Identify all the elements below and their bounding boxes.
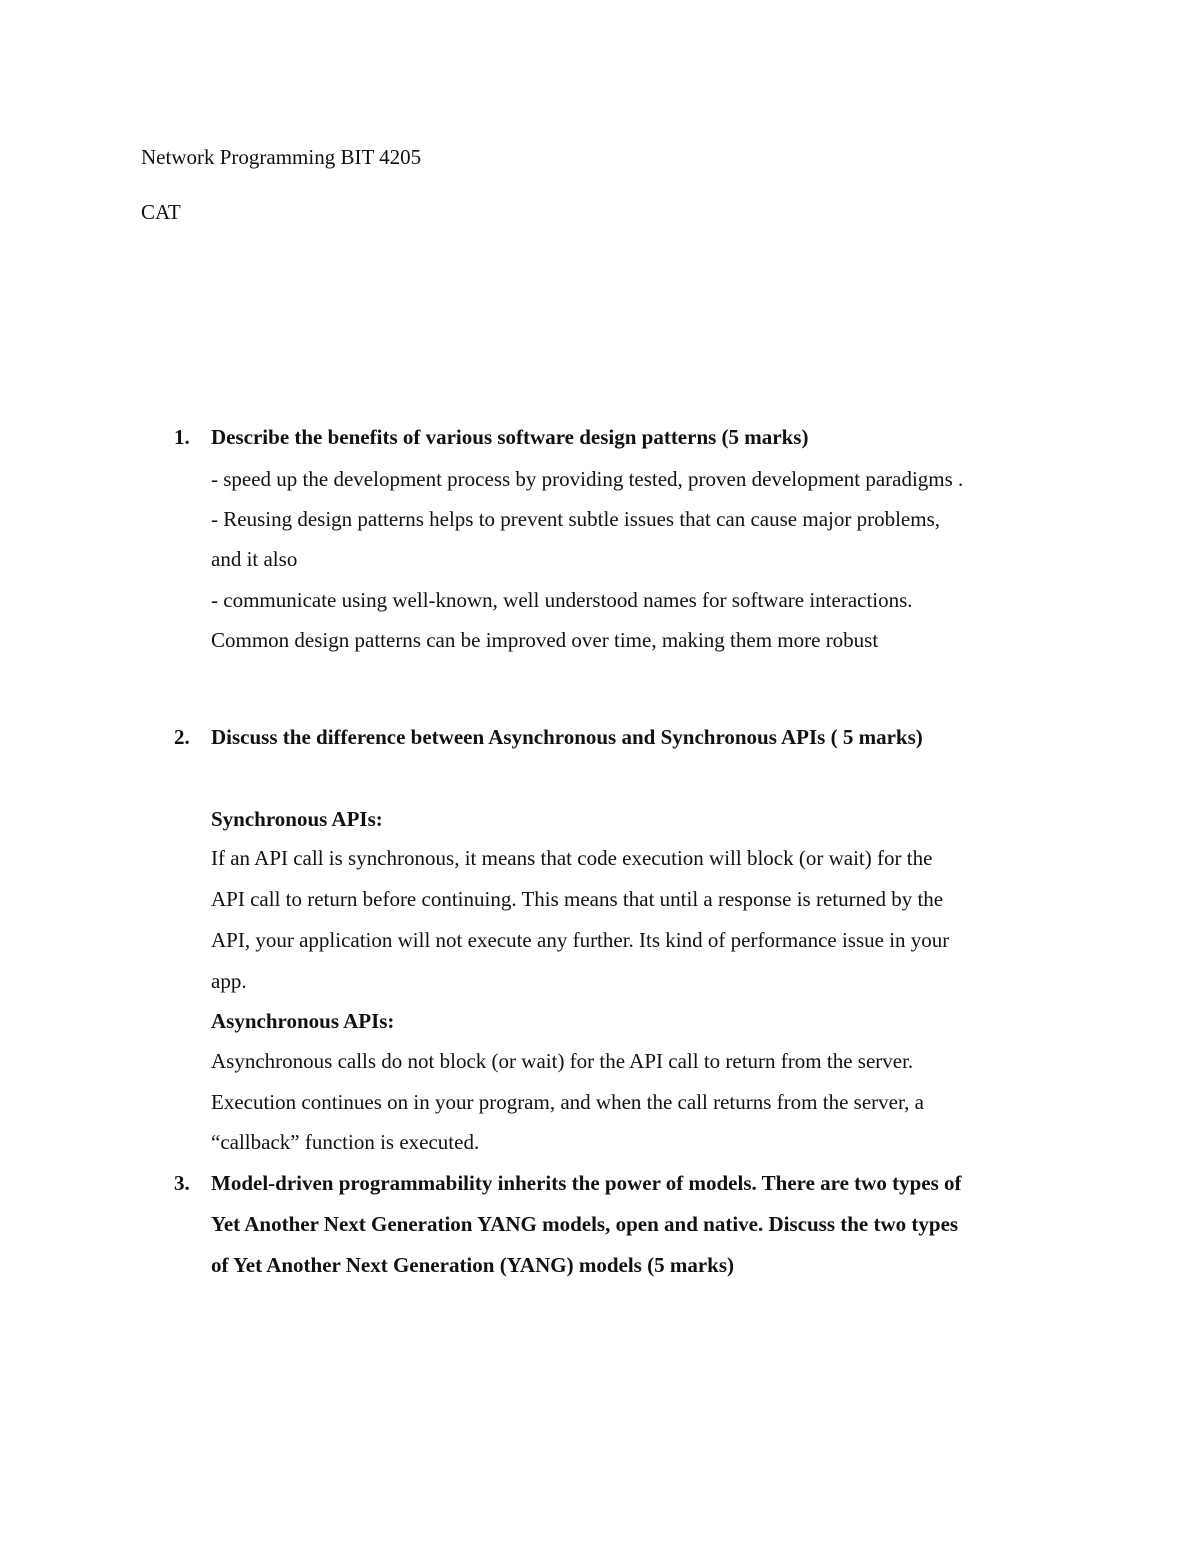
q2-async-heading: Asynchronous APIs: <box>211 1009 395 1033</box>
q1-answer-line: - communicate using well-known, well understood names for software interactions. <box>211 588 913 612</box>
q3-question-line: Yet Another Next Generation YANG models, open and native. Discuss the two types <box>211 1212 959 1236</box>
q2-sync-line: app. <box>211 969 247 993</box>
q3-question-line: Model-driven programmability inherits the power of models. There are two types of <box>211 1171 962 1195</box>
q1-question: Describe the benefits of various software design patterns (5 marks) <box>211 425 809 449</box>
q2-sync-line: API call to return before continuing. This means that until a response is returned by the <box>211 887 944 911</box>
q2-sync-line: API, your application will not execute any further. Its kind of performance issue in your <box>211 928 950 952</box>
q2-sync-line: If an API call is synchronous, it means that code execution will block (or wait) for the <box>211 846 933 870</box>
document-title: Network Programming BIT 4205 <box>141 145 422 169</box>
q2-number: 2. <box>174 725 190 749</box>
q2-question: Discuss the difference between Asynchronous and Synchronous APIs ( 5 marks) <box>211 725 923 749</box>
document-subtitle: CAT <box>141 200 181 224</box>
q2-async-line: Asynchronous calls do not block (or wait) for the API call to return from the server. <box>211 1049 914 1073</box>
q1-answer-line: Common design patterns can be improved over time, making them more robust <box>211 628 879 652</box>
q1-answer-line: - speed up the development process by providing tested, proven development paradigms . <box>211 467 964 491</box>
q1-answer-line: and it also <box>211 547 298 571</box>
q2-sync-heading: Synchronous APIs: <box>211 807 383 831</box>
q2-async-line: “callback” function is executed. <box>211 1130 480 1154</box>
q3-number: 3. <box>174 1171 190 1195</box>
q1-number: 1. <box>174 425 190 449</box>
q1-answer-line: - Reusing design patterns helps to prevent subtle issues that can cause major problems, <box>211 507 941 531</box>
q2-async-line: Execution continues on in your program, and when the call returns from the server, a <box>211 1090 924 1114</box>
q3-question-line: of Yet Another Next Generation (YANG) models (5 marks) <box>211 1253 734 1277</box>
